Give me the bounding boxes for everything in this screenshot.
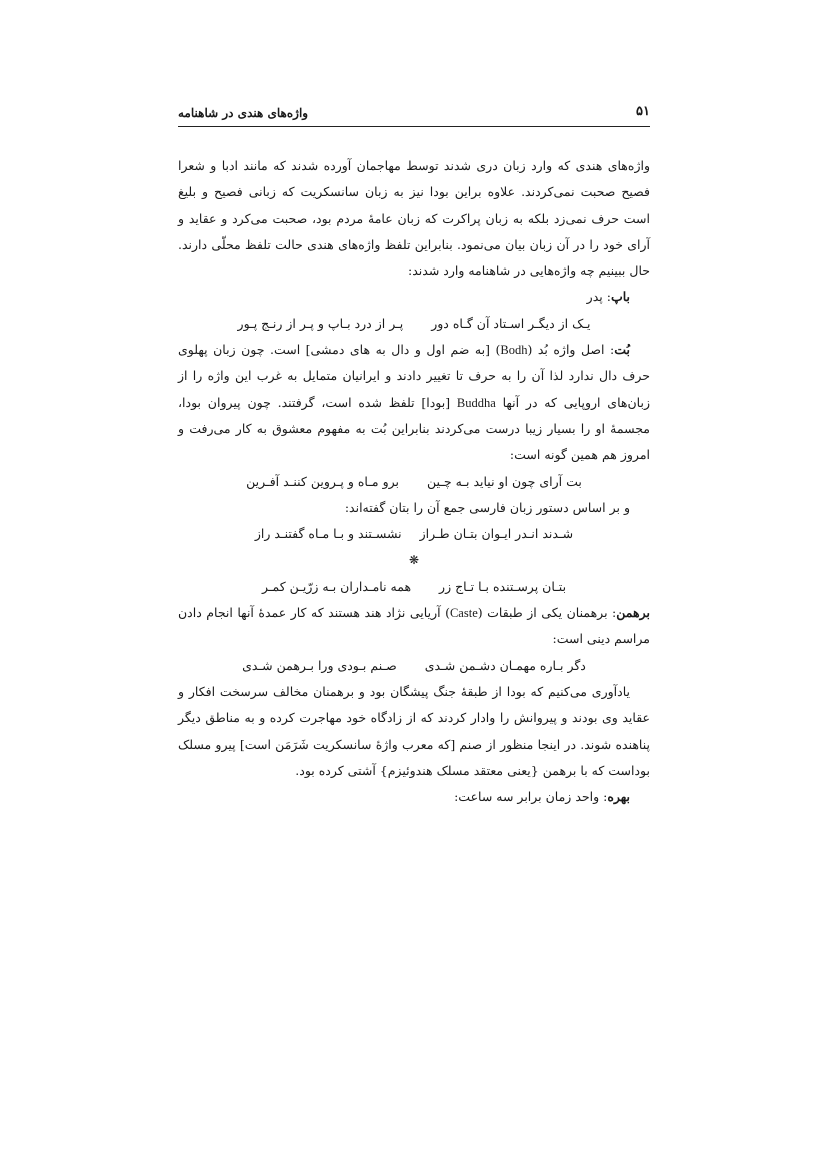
- verse-separator: ❋: [408, 553, 420, 568]
- verse-hemistich-second: نشسـتند و بـا مـاه گفتنـد راز: [254, 526, 402, 542]
- entry-brahman: [178, 600, 650, 653]
- entry-bot: [178, 337, 650, 468]
- running-header: [178, 100, 650, 127]
- entry-text: ) آریایی نژاد هند هستند که کار عمدهٔ آنها انجام دادن مراسم دینی است:: [178, 605, 650, 647]
- entry-text: ) [به ضم اول و دال به های دمشی] است. چون زبان پهلوی حرف دال ندارد لذا آن را به حرف تا تغییر دادند و ایرانیان متمایل به غرب این واژه را از زبان‌های اروپایی که در آنها: [178, 342, 650, 410]
- verse-couplet: [178, 469, 650, 495]
- verse-hemistich-first: بت آرای چون او نیاید بـه چـین: [426, 473, 582, 489]
- entry-term: بُت: [614, 342, 630, 358]
- entry-text: : برهمنان یکی از طبقات (: [477, 605, 617, 621]
- verse-hemistich-second: برو مـاه و پـروین کننـد آفـرین: [246, 473, 399, 489]
- entry-definition: : واحد زمان برابر سه ساعت:: [454, 789, 608, 805]
- verse-hemistich-first: یـک از دیگـر اسـتاد آن گـاه دور: [431, 315, 591, 331]
- verse-couplet: [178, 653, 650, 679]
- entry-bahre: [178, 784, 650, 810]
- brahman-note: یادآوری می‌کنیم که بودا از طبقهٔ جنگ پیشگان بود و برهمنان مخالف سرسخت افکار و عقاید وی بودند و پیروانش را وادار کردند که از زادگاه خود مهاجرت کرده و به مناطق دیگر پناهنده شوند. در اینجا منظور از صنم [که معرب واژهٔ سانسکریت شَرَمَن است] پیرو مسلک بوداست که با برهمن {یعنی معتقد مسلک هندوئیزم} آشتی کرده بود.: [178, 683, 650, 778]
- verse-hemistich-second: صـنم بـودی ورا بـرهمن شـدی: [242, 657, 397, 673]
- book-page: [178, 100, 650, 810]
- latin-word: Buddha: [456, 395, 496, 410]
- verse-couplet: [178, 521, 650, 547]
- running-title: واژه‌های هندی در شاهنامه: [178, 106, 309, 120]
- intro-paragraph: واژه‌های هندی که وارد زبان دری شدند توسط مهاجمان آورده شدند که مانند ادبا و شعرا فصیح صحبت نمی‌کردند. علاوه براین بودا نیز به زبان سانسکریت که زبانی فصیح و بلیغ است حرف نمی‌زد بلکه به زبان پراکرت که زبان عامهٔ مردم بود، صحبت می‌کرد و عقاید و آرای خود را در آن زبان بیان می‌نمود. بنابراین تلفظ واژه‌های هندی حالت تلفظ محلّی دارند. حال ببینیم چه واژه‌هایی در شاهنامه وارد شدند:: [178, 158, 650, 279]
- verse-hemistich-first: بتـان پرسـتنده بـا تـاج زر: [439, 578, 567, 594]
- verse-couplet: [178, 574, 650, 600]
- plural-intro: و بر اساس دستور زبان فارسی جمع آن را بتان گفته‌اند:: [344, 499, 630, 515]
- verse-hemistich-second: پـر از درد بـاپ و پـر از رنـج پـور: [237, 315, 404, 331]
- page-body: [178, 153, 650, 810]
- verse-hemistich-first: شـدند انـدر ایـوان بتـان طـراز: [419, 526, 574, 542]
- entry-text: : اصل واژه بُد (: [527, 342, 615, 358]
- latin-word: Bodh: [500, 343, 528, 358]
- verse-hemistich-second: همه نامـداران بـه زرّیـن کمـر: [261, 578, 412, 594]
- entry-term: بهره: [607, 789, 630, 805]
- latin-word: Caste: [449, 606, 478, 621]
- page-number: ۵۱: [636, 104, 650, 119]
- entry-term: برهمن: [616, 605, 650, 621]
- entry-term: باپ: [610, 289, 630, 305]
- entry-bap: [178, 284, 650, 310]
- verse-couplet: [178, 311, 650, 337]
- entry-text: [بودا] تلفظ شده است، گرفتند. چون پیروان بودا، مجسمهٔ او را بسیار زیبا درست می‌کردند بنابراین بُت به مفهوم معشوق به کار می‌رفت و امروز هم همین گونه است:: [178, 394, 650, 463]
- entry-definition: : پدر: [586, 289, 611, 305]
- verse-hemistich-first: دگر بـاره مهمـان دشـمن شـدی: [424, 657, 586, 673]
